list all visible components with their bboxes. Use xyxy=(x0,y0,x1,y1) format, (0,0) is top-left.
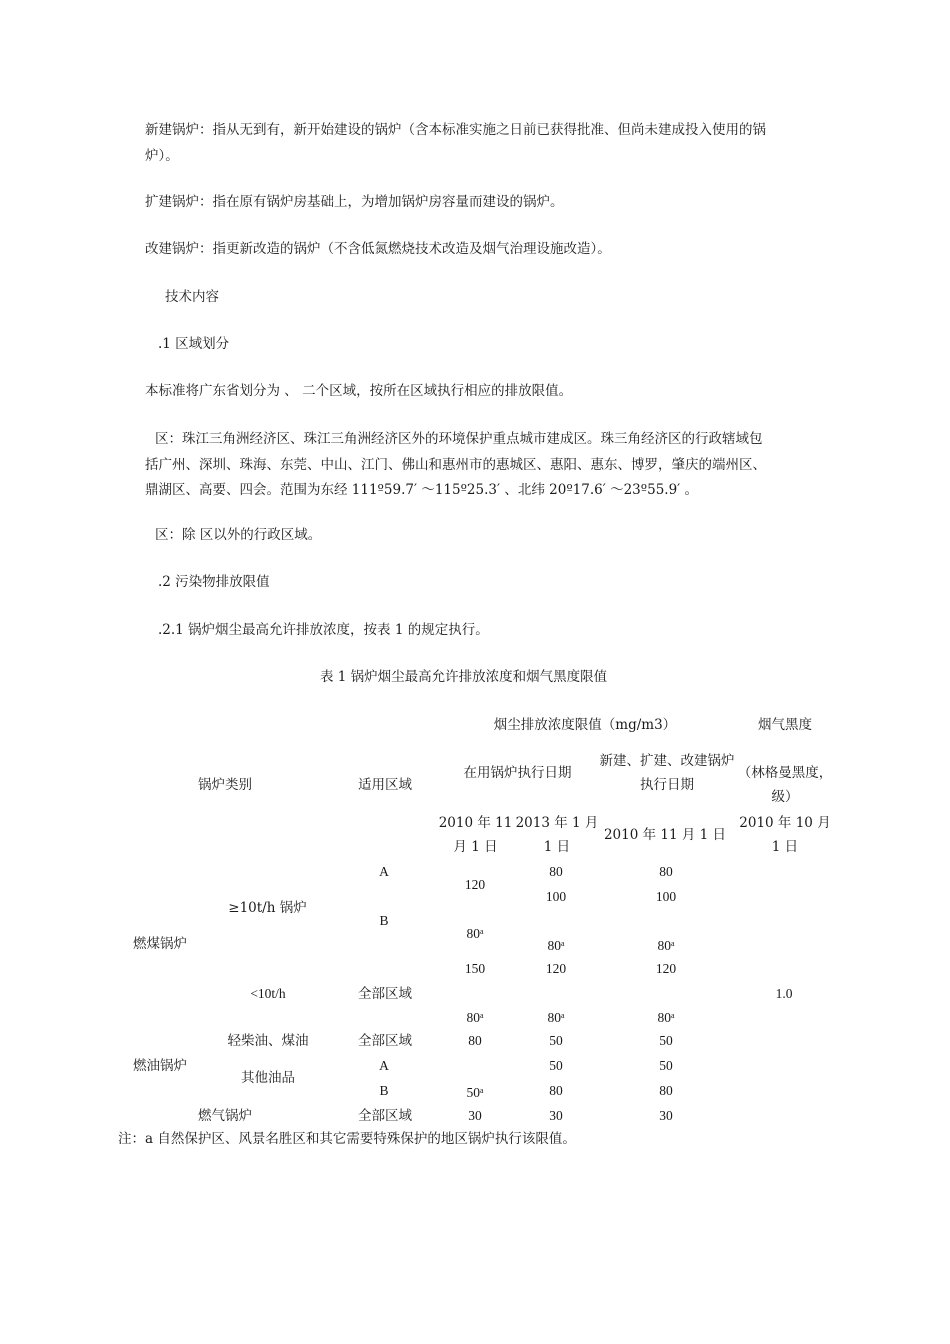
value-text: 80 xyxy=(466,1010,480,1025)
footnote-marker: a xyxy=(479,927,484,936)
value-special-in-use xyxy=(445,920,505,946)
row-oil-other: 其他油品 xyxy=(241,1070,295,1086)
value-gas-in-use: 30 xyxy=(468,1108,482,1123)
value-oil-light-2013: 50 xyxy=(549,1033,563,1048)
footnote-marker: a xyxy=(670,939,675,948)
definition-expansion: 扩建锅炉：指在原有锅炉房基础上，为增加锅炉房容量而建设的锅炉。 xyxy=(145,194,564,210)
value-lt10-special-new xyxy=(636,1004,696,1030)
value-lt10-new: 120 xyxy=(655,961,677,976)
value-oil-light-new: 50 xyxy=(659,1033,673,1048)
header-new-build-date: 新建、扩建、改建锅炉执行日期 xyxy=(599,753,735,793)
section-2-1: .2.1 锅炉烟尘最高允许排放浓度，按表 1 的规定执行。 xyxy=(158,622,489,638)
footnote-marker: a xyxy=(560,1011,565,1020)
zone-a-line2: 括广州、深圳、珠海、东莞、中山、江门、佛山和惠州市的惠城区、惠阳、惠东、博罗，肇庆的端州区、 xyxy=(145,457,766,473)
value-new-a: 80 xyxy=(659,864,673,879)
table-note: 注：a 自然保护区、风景名胜区和其它需要特殊保护的地区锅炉执行该限值。 xyxy=(118,1131,576,1147)
value-oil-light-in-use: 80 xyxy=(468,1033,482,1048)
value-oil-other-b-in-use xyxy=(445,1079,505,1105)
footnote-marker: a xyxy=(670,1011,675,1020)
value-lt10-special-in-use xyxy=(445,1004,505,1030)
region-b-oil: B xyxy=(379,1083,389,1098)
header-in-use-date: 在用锅炉执行日期 xyxy=(463,765,572,781)
row-oil-light: 轻柴油、煤油 xyxy=(227,1033,309,1049)
footnote-marker: a xyxy=(560,939,565,948)
value-oil-other-a-new: 50 xyxy=(659,1058,673,1073)
value-in-use-a: 120 xyxy=(464,877,486,892)
footnote-marker: a xyxy=(479,1011,484,1020)
value-text: 80 xyxy=(657,1010,671,1025)
value-lt10-2013: 120 xyxy=(545,961,567,976)
row-coal-lt10: <10t/h xyxy=(250,986,286,1001)
section-1-heading: .1 区域划分 xyxy=(158,336,230,352)
header-smoke-blackness: 烟气黑度 xyxy=(758,717,812,733)
value-lt10-special-2013 xyxy=(526,1004,586,1030)
header-dust-limit: 烟尘排放浓度限值（mg/m3） xyxy=(493,717,677,733)
value-text: 80 xyxy=(547,938,561,953)
definition-renovation: 改建锅炉：指更新改造的锅炉（不含低氮燃烧技术改造及烟气治理设施改造）。 xyxy=(145,241,611,257)
section-2-heading: .2 污染物排放限值 xyxy=(158,574,270,590)
header-boiler-category: 锅炉类别 xyxy=(198,777,252,793)
region-b: B xyxy=(379,913,389,928)
row-coal-ge10: ≥10t/h 锅炉 xyxy=(228,900,307,916)
region-a-oil: A xyxy=(379,1058,389,1073)
value-text: 80 xyxy=(466,926,480,941)
value-2013-b: 100 xyxy=(545,889,567,904)
row-oil-boiler: 燃油锅炉 xyxy=(133,1058,187,1074)
definition-new-build-line1: 新建锅炉：指从无到有，新开始建设的锅炉（含本标准实施之日前已获得批准、但尚未建成投入使用的锅 xyxy=(145,122,766,138)
zone-a-line3: 鼎湖区、高要、四会。范围为东经 111º59.7′ ～115º25.3′ 、北纬 20º17.6′ ～23º55.9′ 。 xyxy=(145,482,699,498)
value-text: 50 xyxy=(466,1085,480,1100)
header-date-2013-1: 2013 年 1 月 1 日 xyxy=(515,815,599,855)
value-lt10-in-use: 150 xyxy=(464,961,486,976)
value-oil-other-b-2013: 80 xyxy=(549,1083,563,1098)
section-1-intro: 本标准将广东省划分为 、 二个区域，按所在区域执行相应的排放限值。 xyxy=(145,383,573,399)
zone-a-line1: 区：珠江三角洲经济区、珠江三角洲经济区外的环境保护重点城市建成区。珠三角经济区的行政辖域包 xyxy=(155,431,763,447)
table-caption: 表 1 锅炉烟尘最高允许排放浓度和烟气黑度限值 xyxy=(320,669,608,685)
header-date-2010-11: 2010 年 11 月 1 日 xyxy=(438,815,513,855)
value-special-new xyxy=(636,932,696,958)
header-date-2010-11-new: 2010 年 11 月 1 日 xyxy=(603,827,727,843)
row-gas-boiler: 燃气锅炉 xyxy=(198,1108,252,1124)
region-all-oil: 全部区域 xyxy=(358,1033,412,1049)
header-date-2010-10: 2010 年 10 月 1 日 xyxy=(739,815,831,855)
value-oil-other-b-new: 80 xyxy=(659,1083,673,1098)
value-2013-a: 80 xyxy=(549,864,563,879)
value-gas-new: 30 xyxy=(659,1108,673,1123)
smoke-blackness-value: 1.0 xyxy=(775,986,793,1001)
region-a: A xyxy=(379,864,389,879)
region-all-gas: 全部区域 xyxy=(358,1108,412,1124)
header-ringelmann: （林格曼黑度，级） xyxy=(737,765,833,805)
value-gas-2013: 30 xyxy=(549,1108,563,1123)
value-new-b: 100 xyxy=(655,889,677,904)
zone-b: 区：除 区以外的行政区域。 xyxy=(155,527,322,543)
value-special-2013 xyxy=(526,932,586,958)
region-all-coal: 全部区域 xyxy=(358,986,412,1002)
footnote-marker: a xyxy=(479,1086,484,1095)
value-oil-other-a-2013: 50 xyxy=(549,1058,563,1073)
tech-content-heading: 技术内容 xyxy=(165,289,219,305)
header-region: 适用区域 xyxy=(358,777,412,793)
definition-new-build-line2: 炉）。 xyxy=(145,148,179,164)
value-text: 80 xyxy=(547,1010,561,1025)
value-text: 80 xyxy=(657,938,671,953)
row-coal-boiler: 燃煤锅炉 xyxy=(133,936,187,952)
